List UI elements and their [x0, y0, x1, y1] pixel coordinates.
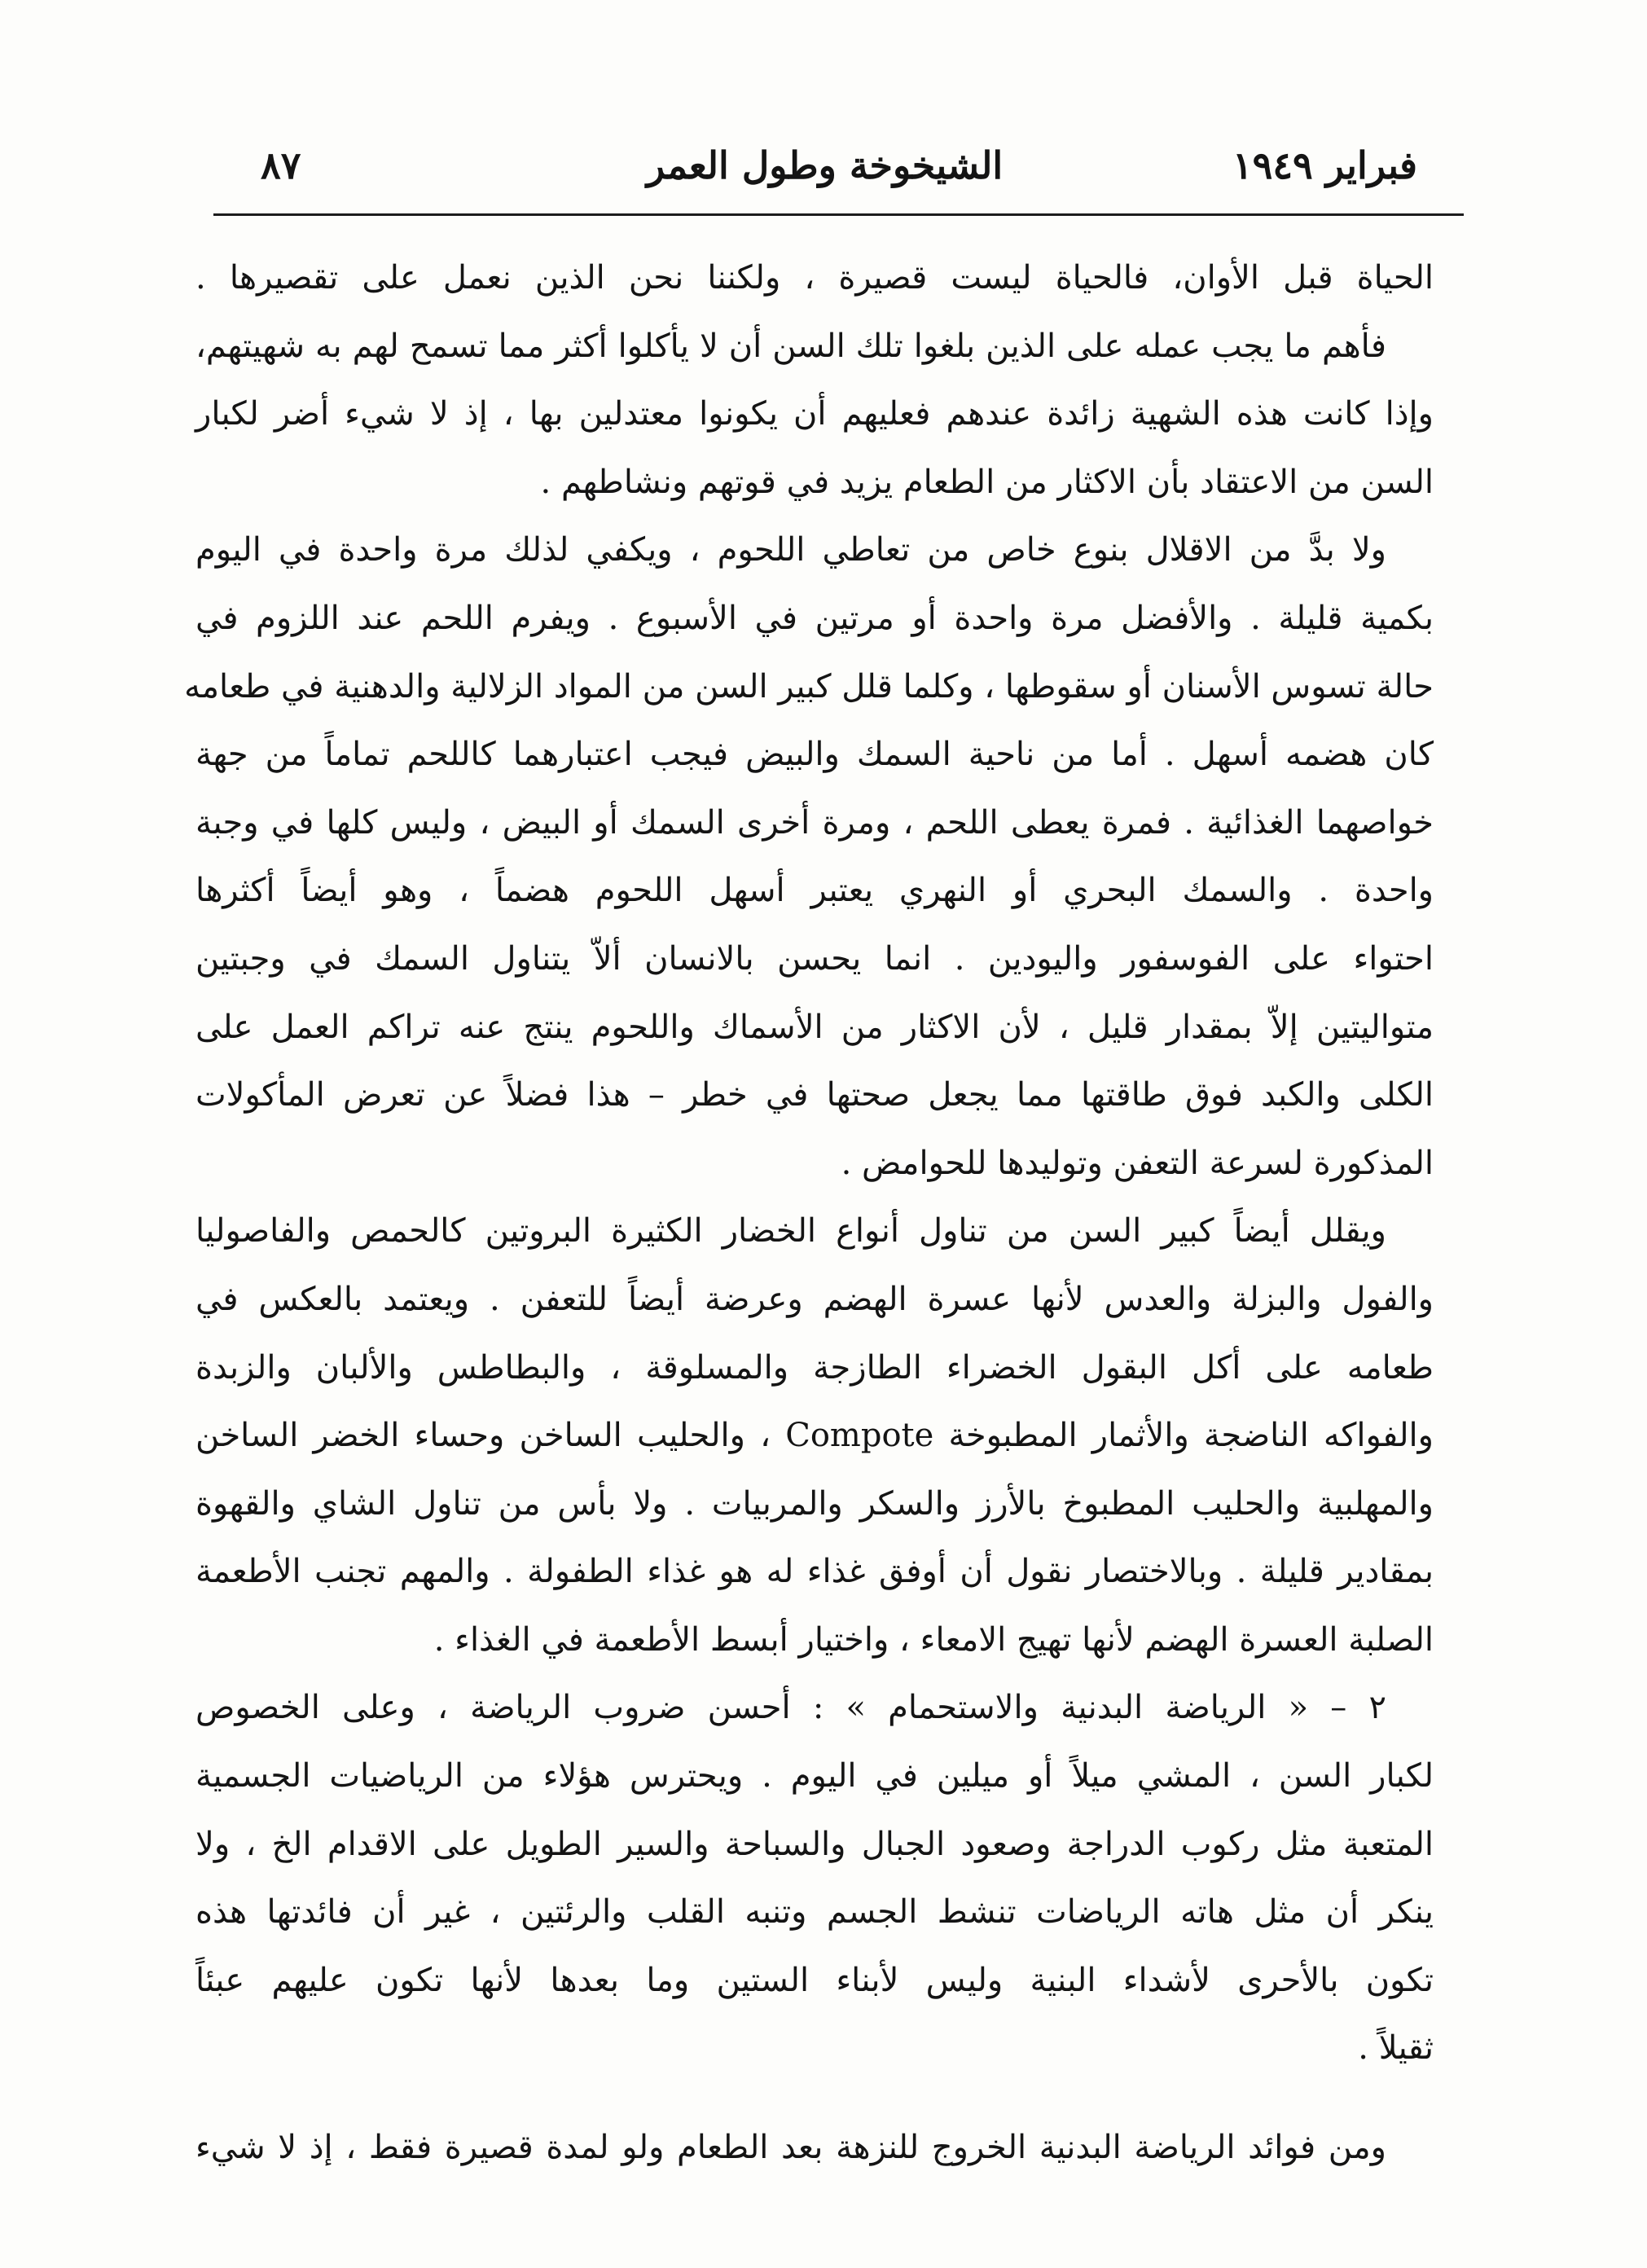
text-line: فأهم ما يجب عمله على الذين بلغوا تلك السن أن لا يأكلوا أكثر مما تسمح لهم به شهيتهم،: [195, 327, 1386, 365]
text-line: الحياة قبل الأوان، فالحياة ليست قصيرة ، ولكننا نحن الذين نعمل على تقصيرها .: [195, 259, 1434, 297]
text-line: بمقادير قليلة . وبالاختصار نقول أن أوفق غذاء له هو غذاء الطفولة . والمهم تجنب الأطعمة: [195, 1553, 1434, 1591]
text-line: طعامه على أكل البقول الخضراء الطازجة والمسلوقة ، والبطاطس والألبان والزبدة: [195, 1348, 1434, 1387]
text-line: ثقيلاً .: [1358, 2029, 1434, 2068]
text-line: ويقلل أيضاً كبير السن من تناول أنواع الخضار الكثيرة البروتين كالحمص والفاصوليا: [195, 1212, 1386, 1250]
text-line: احتواء على الفوسفور واليودين . انما يحسن بالانسان ألاّ يتناول السمك في وجبتين: [195, 939, 1434, 978]
text-line: الكلى والكبد فوق طاقتها مما يجعل صحتها في خطر – هذا فضلاً عن تعرض المأكولات: [195, 1076, 1434, 1114]
text-line: ولا بدَّ من الاقلال بنوع خاص من تعاطي اللحوم ، ويكفي لذلك مرة واحدة في اليوم: [195, 531, 1386, 569]
article-body: [184, 244, 1434, 2182]
running-header: [204, 137, 1446, 202]
text-line: واحدة . والسمك البحري أو النهري يعتبر أسهل اللحوم هضماً ، وهو أيضاً أكثرها: [195, 872, 1434, 910]
text-line: المتعبة مثل ركوب الدراجة وصعود الجبال والسباحة والسير الطويل على الاقدام الخ ، ولا: [195, 1825, 1434, 1863]
text-line: كان هضمه أسهل . أما من ناحية السمك والبيض فيجب اعتبارهما كاللحم تماماً من جهة: [195, 736, 1434, 774]
text-line: خواصهما الغذائية . فمرة يعطى اللحم ، ومرة أخرى السمك أو البيض ، وليس كلها في وجبة: [195, 803, 1434, 842]
text-line: ٢ – « الرياضة البدنية والاستحمام » : أحسن ضروب الرياضة ، وعلى الخصوص: [195, 1689, 1386, 1727]
text-line: وإذا كانت هذه الشهية زائدة عندهم فعليهم أن يكونوا معتدلين بها ، إذ لا شيء أضر لكبار: [195, 395, 1434, 433]
text-line: بكمية قليلة . والأفضل مرة واحدة أو مرتين في الأسبوع . ويفرم اللحم عند اللزوم في: [195, 599, 1434, 637]
text-line: والفول والبزلة والعدس لأنها عسرة الهضم وعرضة أيضاً للتعفن . ويعتمد بالعكس في: [195, 1280, 1434, 1318]
text-line: تكون بالأحرى لأشداء البنية وليس لأبناء الستين وما بعدها لأنها تكون عليهم عبئاً: [195, 1961, 1434, 1999]
text-line: لكبار السن ، المشي ميلاً أو ميلين في اليوم . ويحترس هؤلاء من الرياضيات الجسمية: [195, 1757, 1434, 1796]
text-line: ينكر أن مثل هاته الرياضات تنشط الجسم وتنبه القلب والرئتين ، غير أن فائدتها هذه: [195, 1893, 1434, 1932]
text-line: حالة تسوس الأسنان أو سقوطها ، وكلما قلل كبير السن من المواد الزلالية والدهنية في طعامه: [184, 667, 1434, 705]
text-line: ومن فوائد الرياضة البدنية الخروج للنزهة بعد الطعام ولو لمدة قصيرة فقط ، إذ لا شيء: [195, 2129, 1386, 2167]
text-line: والمهلبية والحليب المطبوخ بالأرز والسكر والمربيات . ولا بأس من تناول الشاي والقهوة: [195, 1484, 1434, 1523]
text-line: متواليتين إلاّ بمقدار قليل ، لأن الاكثار من الأسماك واللحوم ينتج عنه تراكم العمل على: [195, 1008, 1434, 1046]
text-line: والفواكه الناضجة والأثمار المطبوخة Compote ، والحليب الساخن وحساء الخضر الساخن: [195, 1417, 1434, 1455]
running-title: الشيخوخة وطول العمر: [646, 143, 1004, 187]
text-line: المذكورة لسرعة التعفن وتوليدها للحوامض .: [841, 1144, 1434, 1182]
text-line: الصلبة العسرة الهضم لأنها تهيج الامعاء ، واختيار أبسط الأطعمة في الغذاء .: [433, 1620, 1434, 1659]
text-line: السن من الاعتقاد بأن الاكثار من الطعام يزيد في قوتهم ونشاطهم .: [540, 463, 1434, 501]
issue-date: فبراير ١٩٤٩: [1232, 143, 1417, 187]
page-number: ٨٧: [261, 143, 301, 187]
header-rule: [213, 213, 1464, 216]
